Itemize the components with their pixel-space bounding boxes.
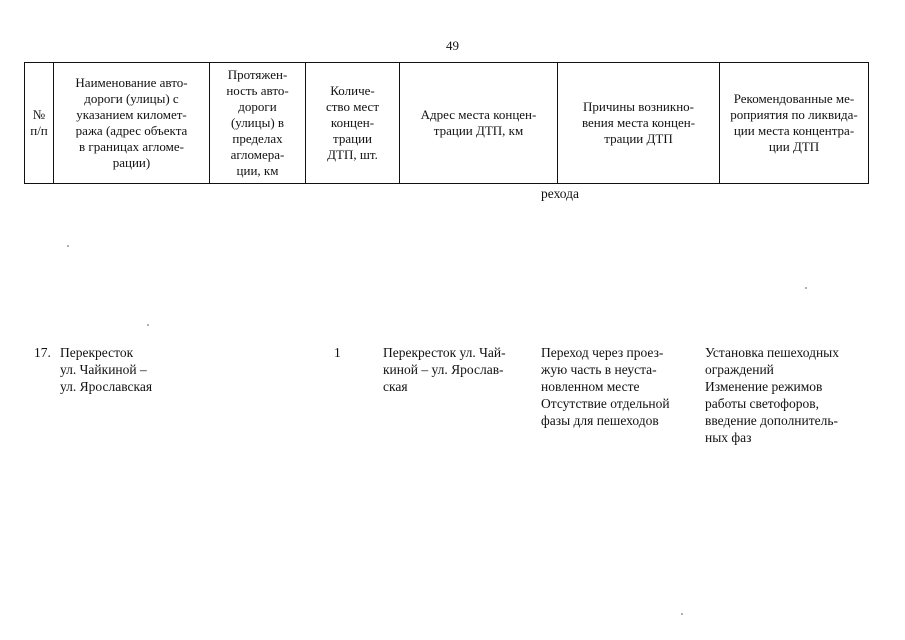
header-line: агломера-: [230, 147, 285, 162]
header-line: дороги: [238, 99, 277, 114]
cell-line: Перекресток ул. Чай-: [383, 345, 506, 360]
row-address: [383, 344, 506, 395]
header-address: [400, 63, 558, 184]
header-number: [25, 63, 54, 184]
cell-line: ул. Ярославская: [60, 379, 153, 394]
header-line: Адрес места концен-: [420, 107, 537, 122]
header-line: ции, км: [236, 163, 279, 178]
row-number: 17.: [34, 345, 51, 360]
page-number: 49: [446, 38, 459, 53]
header-line: Причины возникно-: [583, 99, 694, 114]
header-line: ство мест: [325, 99, 380, 114]
header-line: ность авто-: [226, 83, 289, 98]
header-line: дороги (улицы) с: [84, 91, 179, 106]
header-line: (улицы) в: [230, 115, 285, 130]
header-line: концен-: [330, 115, 375, 130]
cell-line: работы светофоров,: [705, 396, 820, 411]
row-road-name: [60, 344, 152, 395]
header-road-name: [54, 63, 210, 184]
cell-line: киной – ул. Ярослав-: [383, 362, 504, 377]
header-line: п/п: [30, 123, 48, 138]
header-line: Количе-: [330, 83, 375, 98]
header-line: Рекомендованные ме-: [733, 91, 855, 106]
header-line: трации ДТП: [604, 131, 673, 146]
header-line: ции места концентра-: [733, 123, 855, 138]
header-line: трации: [333, 131, 372, 146]
row-measures: [705, 344, 839, 446]
scan-speck: [681, 613, 683, 615]
cell-line: Переход через проез-: [541, 345, 664, 360]
cell-line: фазы для пешеходов: [541, 413, 659, 428]
scan-speck: [805, 287, 807, 289]
header-line: рации): [112, 155, 151, 170]
header-table: [24, 62, 869, 184]
header-count: [306, 63, 400, 184]
scan-speck: [147, 324, 149, 326]
header-line: №: [32, 107, 46, 122]
cell-line: новленном месте: [541, 379, 640, 394]
header-line: роприятия по ликвида-: [730, 107, 858, 122]
cell-line: введение дополнитель-: [705, 413, 839, 428]
header-line: трации ДТП, км: [433, 123, 524, 138]
header-line: Протяжен-: [227, 67, 288, 82]
header-measures: [720, 63, 869, 184]
header-line: ции ДТП: [768, 139, 820, 154]
cell-line: Установка пешеходных: [705, 345, 839, 360]
header-line: вения места концен-: [581, 115, 696, 130]
row-count: 1: [334, 345, 341, 360]
scan-speck: [67, 245, 69, 247]
header-line: ДТП, шт.: [327, 147, 378, 162]
cell-line: Перекресток: [60, 345, 134, 360]
cell-line: ных фаз: [705, 430, 752, 445]
header-causes: [558, 63, 720, 184]
header-length: [210, 63, 306, 184]
cell-line: жую часть в неуста-: [541, 362, 657, 377]
cell-line: ул. Чайкиной –: [60, 362, 147, 377]
cell-line: ограждений: [705, 362, 774, 377]
continuation-text: рехода: [541, 186, 580, 201]
header-line: указанием километ-: [76, 107, 187, 122]
cell-line: Отсутствие отдельной: [541, 396, 670, 411]
header-line: ража (адрес объекта: [75, 123, 188, 138]
cell-line: Изменение режимов: [705, 379, 823, 394]
header-line: Наименование авто-: [75, 75, 188, 90]
header-line: пределах: [232, 131, 283, 146]
row-causes: [541, 344, 670, 429]
header-line: в границах агломе-: [79, 139, 184, 154]
cell-line: ская: [383, 379, 408, 394]
